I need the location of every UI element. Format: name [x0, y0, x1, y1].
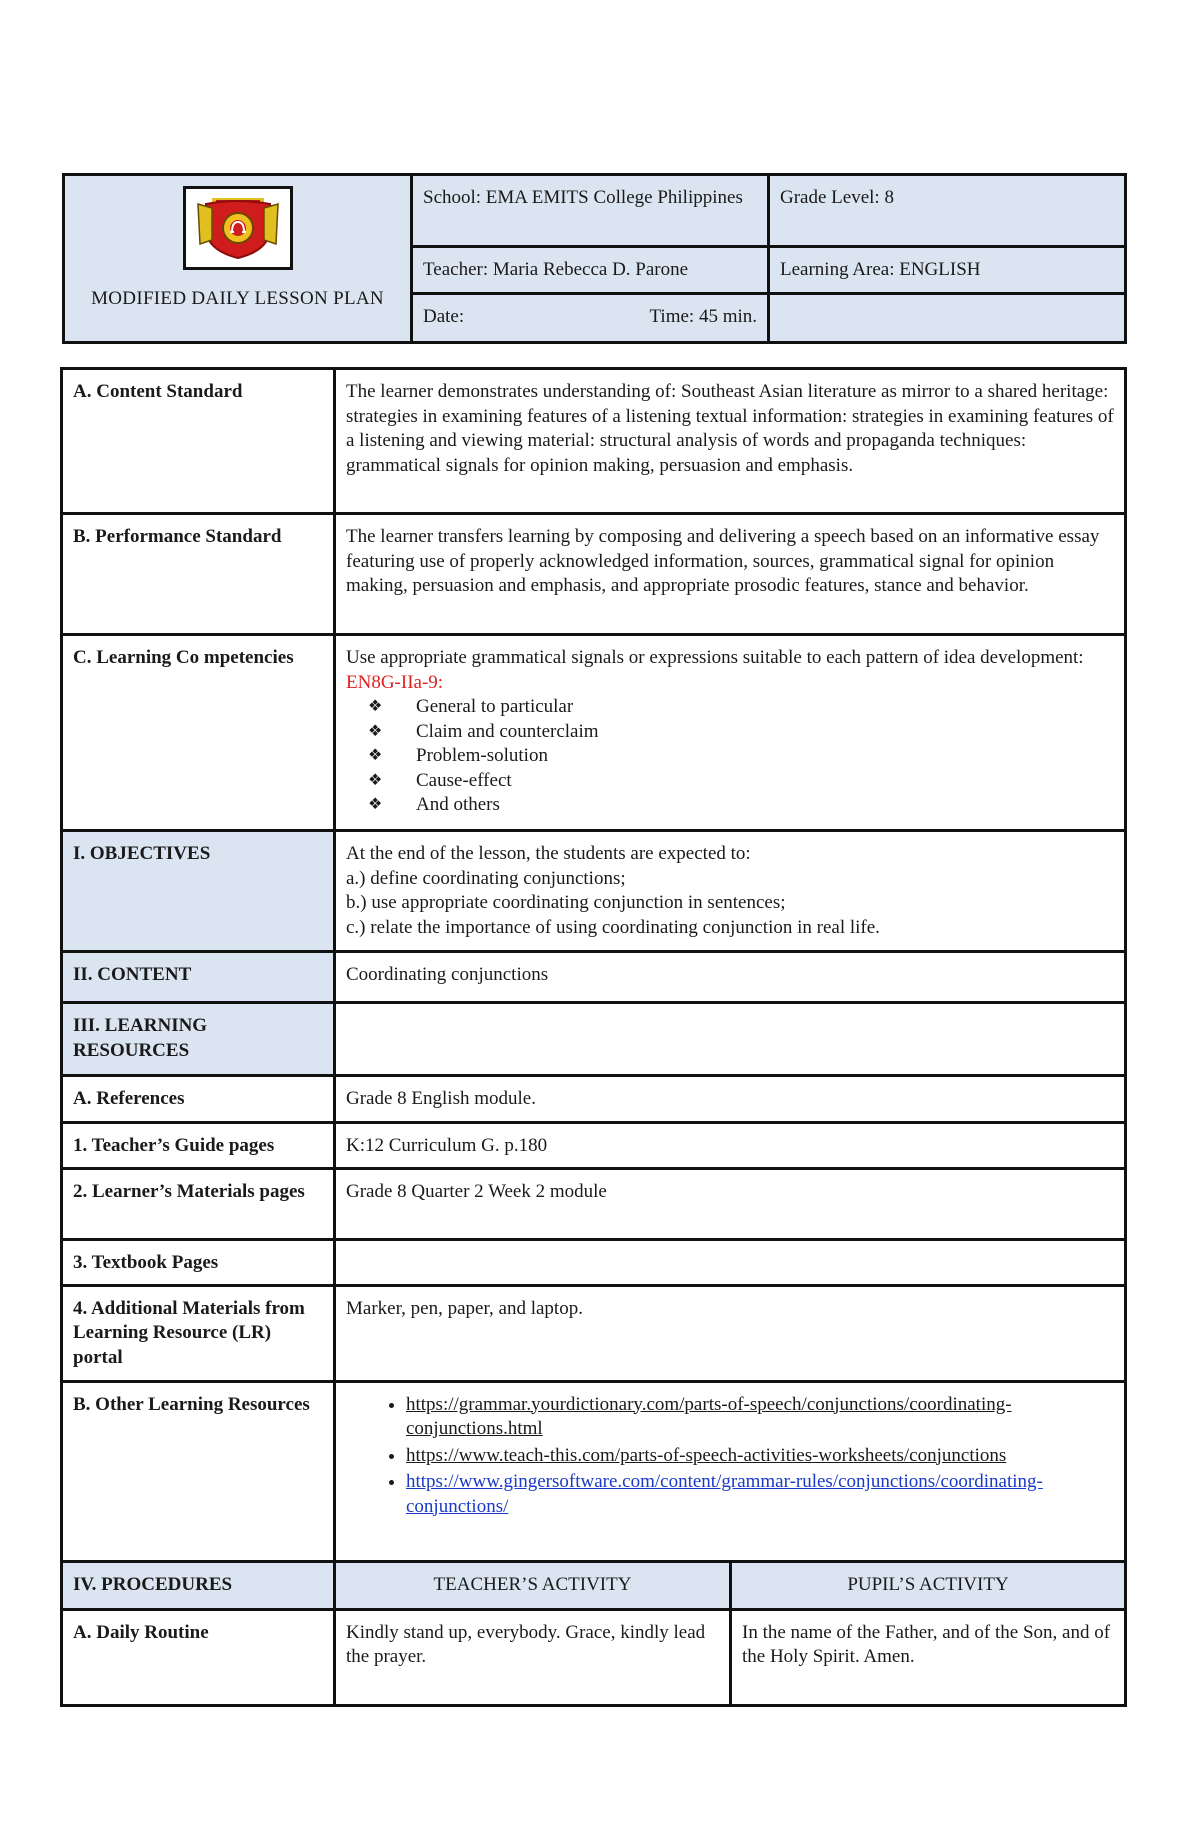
daily-routine-pupil: In the name of the Father, and of the Son, and of the Holy Spirit. Amen. [731, 1609, 1126, 1705]
table-row [62, 635, 1126, 831]
date-label: Date: [423, 306, 465, 327]
table-row [62, 1285, 1126, 1381]
content-text: Coordinating conjunctions [335, 952, 1126, 1003]
objective-item: b.) use appropriate coordinating conjunction in sentences; [346, 892, 786, 913]
teacher-field: Teacher: Maria Rebecca D. Parone [412, 247, 769, 294]
lesson-table [60, 367, 1127, 1707]
teacher-activity-header: TEACHER’S ACTIVITY [335, 1561, 731, 1609]
grade-level-field: Grade Level: 8 [769, 175, 1126, 247]
table-row [62, 1240, 1126, 1286]
pupil-activity-header: PUPIL’S ACTIVITY [731, 1561, 1126, 1609]
content-label: II. CONTENT [62, 952, 335, 1003]
diamond-bullet-icon: ❖ [368, 796, 383, 813]
school-field: School: EMA EMITS College Philippines [412, 175, 769, 247]
header-table [62, 173, 1127, 344]
table-row [62, 1076, 1126, 1123]
learners-materials-label: 2. Learner’s Materials pages [62, 1169, 335, 1240]
list-item: ❖ General to particular [368, 695, 1114, 720]
performance-standard-label: B. Performance Standard [62, 514, 335, 635]
other-resources-label: B. Other Learning Resources [62, 1381, 335, 1561]
teachers-guide-label: 1. Teacher’s Guide pages [62, 1123, 335, 1169]
content-standard-label: A. Content Standard [62, 369, 335, 514]
list-item [406, 1444, 1114, 1469]
daily-routine-label: A. Daily Routine [62, 1609, 335, 1705]
textbook-text [335, 1240, 1126, 1286]
learners-materials-text: Grade 8 Quarter 2 Week 2 module [335, 1169, 1126, 1240]
list-item: ❖ Cause-effect [368, 769, 1114, 794]
list-item [406, 1470, 1114, 1519]
diamond-bullet-icon: ❖ [368, 747, 383, 764]
diamond-bullet-icon: ❖ [368, 698, 383, 715]
lesson-plan-title: MODIFIED DAILY LESSON PLAN [91, 288, 384, 309]
resource-link-gingersoftware[interactable]: https://www.gingersoftware.com/content/grammar-rules/conjunctions/coordinating-conjunctions/ [406, 1471, 1043, 1517]
daily-routine-teacher: Kindly stand up, everybody. Grace, kindly lead the prayer. [335, 1609, 731, 1705]
table-row [62, 1003, 1126, 1076]
competencies-cell [335, 635, 1126, 831]
time-label: Time: 45 min. [649, 306, 757, 327]
diamond-bullet-icon: ❖ [368, 722, 383, 740]
list-item: ❖ Problem-solution [368, 744, 1114, 769]
table-row [62, 1609, 1126, 1705]
objectives-intro: At the end of the lesson, the students are expected to: [346, 843, 751, 864]
additional-materials-text: Marker, pen, paper, and laptop. [335, 1285, 1126, 1381]
date-time-field [412, 294, 769, 343]
additional-materials-label: 4. Additional Materials from Learning Resource (LR) portal [62, 1285, 335, 1381]
content-standard-text: The learner demonstrates understanding of: Southeast Asian literature as mirror to a shared heritage: strategies in examining features of a listening textual information: strategies in examining features of a listening and viewing material: structural analysis of words and propaganda techniques: grammatical signals for opinion making, persuasion and emphasis. [335, 369, 1126, 514]
textbook-label: 3. Textbook Pages [62, 1240, 335, 1286]
list-item [406, 1393, 1114, 1442]
references-label: A. References [62, 1076, 335, 1123]
objectives-label: I. OBJECTIVES [62, 831, 335, 952]
references-text: Grade 8 English module. [335, 1076, 1126, 1123]
performance-standard-text: The learner transfers learning by composing and delivering a speech based on an informative essay featuring use of properly acknowledged information, sources, grammatical signal for opinion making, persuasion and emphasis, and appropriate prosodic features, stance and behavior. [335, 514, 1126, 635]
objective-item: a.) define coordinating conjunctions; [346, 867, 626, 889]
logo-cell [64, 175, 412, 343]
school-logo [183, 186, 293, 270]
table-row [62, 1123, 1126, 1169]
table-row [62, 1561, 1126, 1609]
procedures-label: IV. PROCEDURES [62, 1561, 335, 1609]
learning-resources-label: III. LEARNING RESOURCES [62, 1003, 335, 1076]
objective-item: c.) relate the importance of using coordinating conjunction in real life. [346, 916, 880, 938]
table-row [62, 952, 1126, 1003]
table-row [62, 514, 1126, 635]
blank-header-cell [769, 294, 1126, 343]
resource-link-teach-this[interactable]: https://www.teach-this.com/parts-of-speech-activities-worksheets/conjunctions [406, 1444, 1007, 1466]
table-row [62, 1169, 1126, 1240]
list-item: ❖ And others [368, 793, 1114, 818]
table-row [62, 1381, 1126, 1561]
competencies-label: C. Learning Co mpetencies [62, 635, 335, 831]
competencies-intro: Use appropriate grammatical signals or expressions suitable to each pattern of idea development: [346, 647, 1084, 668]
teachers-guide-text: K:12 Curriculum G. p.180 [335, 1123, 1126, 1169]
table-row [62, 369, 1126, 514]
other-resources-cell [335, 1381, 1126, 1561]
learning-resources-text [335, 1003, 1126, 1076]
learning-area-field: Learning Area: ENGLISH [769, 247, 1126, 294]
table-row [62, 831, 1126, 952]
competency-code: EN8G-IIa-9: [346, 671, 444, 693]
resource-links [346, 1393, 1114, 1520]
resource-link-yourdictionary[interactable]: https://grammar.yourdictionary.com/parts-of-speech/conjunctions/coordinating-conjunctions.html [406, 1393, 1012, 1439]
list-item: ❖ Claim and counterclaim [368, 720, 1114, 745]
school-seal-icon [192, 194, 284, 262]
diamond-bullet-icon: ❖ [368, 771, 383, 789]
objectives-cell [335, 831, 1126, 952]
competency-list [346, 695, 1114, 818]
